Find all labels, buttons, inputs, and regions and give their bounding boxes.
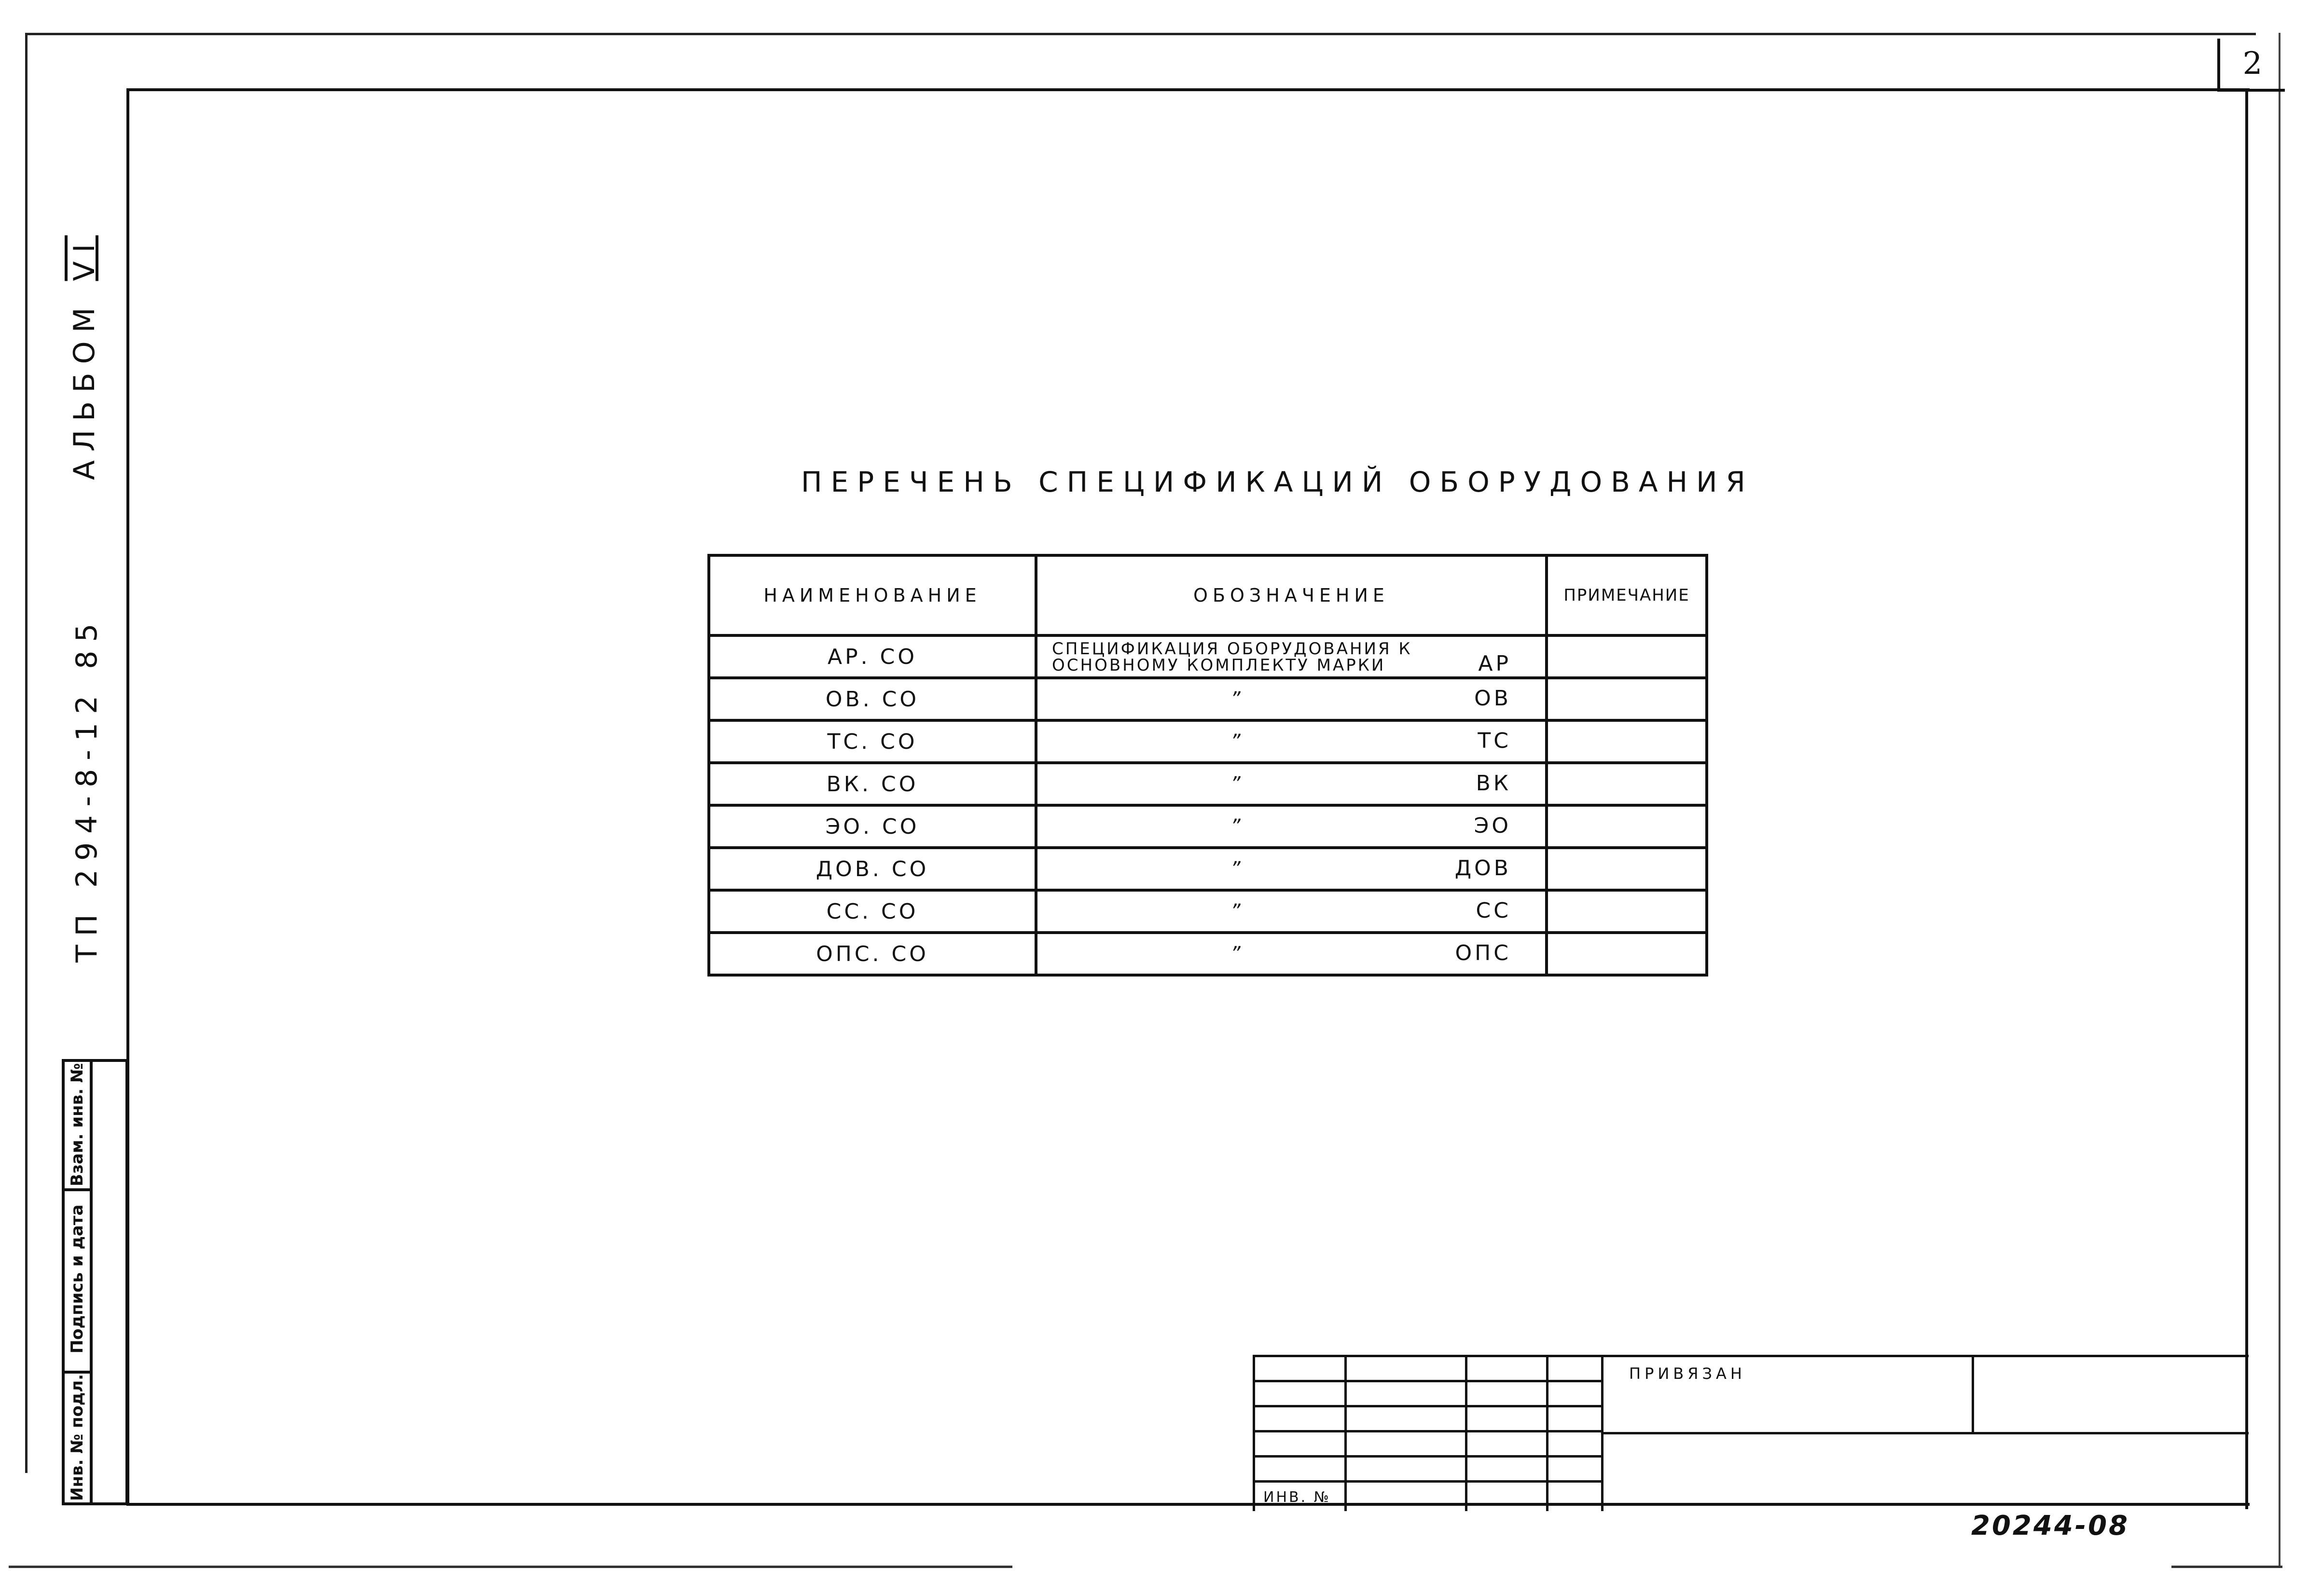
row-mark: ДОВ xyxy=(1454,856,1511,881)
row-note xyxy=(1547,848,1707,890)
row-designation xyxy=(1036,635,1547,678)
tb-line xyxy=(1465,1355,1467,1511)
row-name: СС. СО xyxy=(709,890,1036,933)
row-designation xyxy=(1036,848,1547,890)
row-name: ЭО. СО xyxy=(709,805,1036,848)
tb-line xyxy=(1253,1405,1601,1407)
outer-frame-top xyxy=(27,33,2256,35)
row-mark: АР xyxy=(1478,651,1511,676)
document-title: ПЕРЕЧЕНЬ СПЕЦИФИКАЦИЙ ОБОРУДОВАНИЯ xyxy=(801,466,1754,498)
designation-line-2: ОСНОВНОМУ КОМПЛЕКТУ МАРКИ xyxy=(1052,656,1386,675)
tb-line xyxy=(1546,1355,1548,1511)
ditto-mark: ” xyxy=(1230,730,1244,753)
ditto-mark: ” xyxy=(1230,688,1244,710)
row-note xyxy=(1547,678,1707,720)
ditto-mark: ” xyxy=(1230,858,1244,880)
stamp-podpis-data: Подпись и дата xyxy=(68,1204,87,1354)
ditto-mark: ” xyxy=(1230,943,1244,965)
row-designation xyxy=(1036,678,1547,720)
row-designation xyxy=(1036,763,1547,805)
ditto-mark: ” xyxy=(1230,773,1244,795)
sheet-number: 2 xyxy=(2217,39,2285,92)
row-name: ОВ. СО xyxy=(709,678,1036,720)
tb-line xyxy=(1344,1355,1347,1511)
table-row xyxy=(709,890,1707,933)
designation-line-1: СПЕЦИФИКАЦИЯ ОБОРУДОВАНИЯ К xyxy=(1052,639,1412,659)
row-designation xyxy=(1036,890,1547,933)
tb-line xyxy=(1253,1455,1601,1458)
outer-frame-left xyxy=(25,33,28,1473)
inventory-number-label: ИНВ. № xyxy=(1263,1489,1331,1506)
project-code: ТП 294-8-12 85 xyxy=(70,615,104,963)
stamp-divider xyxy=(65,1371,90,1374)
album-word: АЛЬБОМ xyxy=(68,299,101,480)
tb-line xyxy=(1253,1355,2249,1357)
ditto-mark: ” xyxy=(1230,900,1244,922)
table-row xyxy=(709,678,1707,720)
row-mark: СС xyxy=(1476,898,1511,923)
tb-line xyxy=(1972,1355,1974,1432)
row-mark: ВК xyxy=(1476,771,1511,796)
row-note xyxy=(1547,890,1707,933)
ditto-mark: ” xyxy=(1230,815,1244,838)
row-name: ДОВ. СО xyxy=(709,848,1036,890)
row-mark: ОВ xyxy=(1474,686,1511,711)
row-name: ТС. СО xyxy=(709,720,1036,763)
stamp-divider xyxy=(65,1188,90,1191)
row-note xyxy=(1547,720,1707,763)
table-row xyxy=(709,933,1707,975)
table-header-row xyxy=(709,555,1707,635)
row-name: ВК. СО xyxy=(709,763,1036,805)
album-label xyxy=(68,235,101,480)
stamp-vzam-inv: Взам. инв. № xyxy=(68,1063,87,1186)
row-note xyxy=(1547,763,1707,805)
tb-line xyxy=(1253,1430,1601,1432)
table-row xyxy=(709,805,1707,848)
table-row xyxy=(709,848,1707,890)
bottom-edge-line-right xyxy=(2171,1566,2282,1568)
row-mark: ОПС xyxy=(1455,941,1511,965)
header-designation: ОБОЗНАЧЕНИЕ xyxy=(1036,555,1547,635)
table-row xyxy=(709,720,1707,763)
title-block xyxy=(1253,1355,2249,1511)
row-mark: ЭО xyxy=(1474,813,1511,838)
row-designation xyxy=(1036,805,1547,848)
stamp-divider xyxy=(90,1062,93,1502)
row-note xyxy=(1547,635,1707,678)
approval-stamp xyxy=(62,1059,128,1505)
designation-text xyxy=(1052,641,1412,674)
row-note xyxy=(1547,805,1707,848)
row-name: ОПС. СО xyxy=(709,933,1036,975)
row-mark: ТС xyxy=(1478,729,1511,753)
table-row xyxy=(709,763,1707,805)
privyazan-label: ПРИВЯЗАН xyxy=(1629,1364,1746,1383)
bottom-edge-line xyxy=(9,1566,1012,1568)
row-designation xyxy=(1036,720,1547,763)
album-number: VI xyxy=(68,235,101,281)
table-row xyxy=(709,635,1707,678)
row-designation xyxy=(1036,933,1547,975)
header-name: НАИМЕНОВАНИЕ xyxy=(709,555,1036,635)
header-note: ПРИМЕЧАНИЕ xyxy=(1547,555,1707,635)
sheet-frame-right xyxy=(2245,88,2248,1509)
row-note xyxy=(1547,933,1707,975)
tb-line xyxy=(1253,1480,1601,1483)
tb-line xyxy=(1601,1432,2249,1434)
stamp-inv-podl: Инв. № подл. xyxy=(68,1374,87,1501)
spec-table xyxy=(707,554,1708,977)
document-number: 20244-08 xyxy=(1971,1510,2129,1541)
outer-frame-right xyxy=(2279,33,2280,1566)
tb-line xyxy=(1253,1380,1601,1382)
tb-line xyxy=(1253,1355,1255,1511)
row-name: АР. СО xyxy=(709,635,1036,678)
